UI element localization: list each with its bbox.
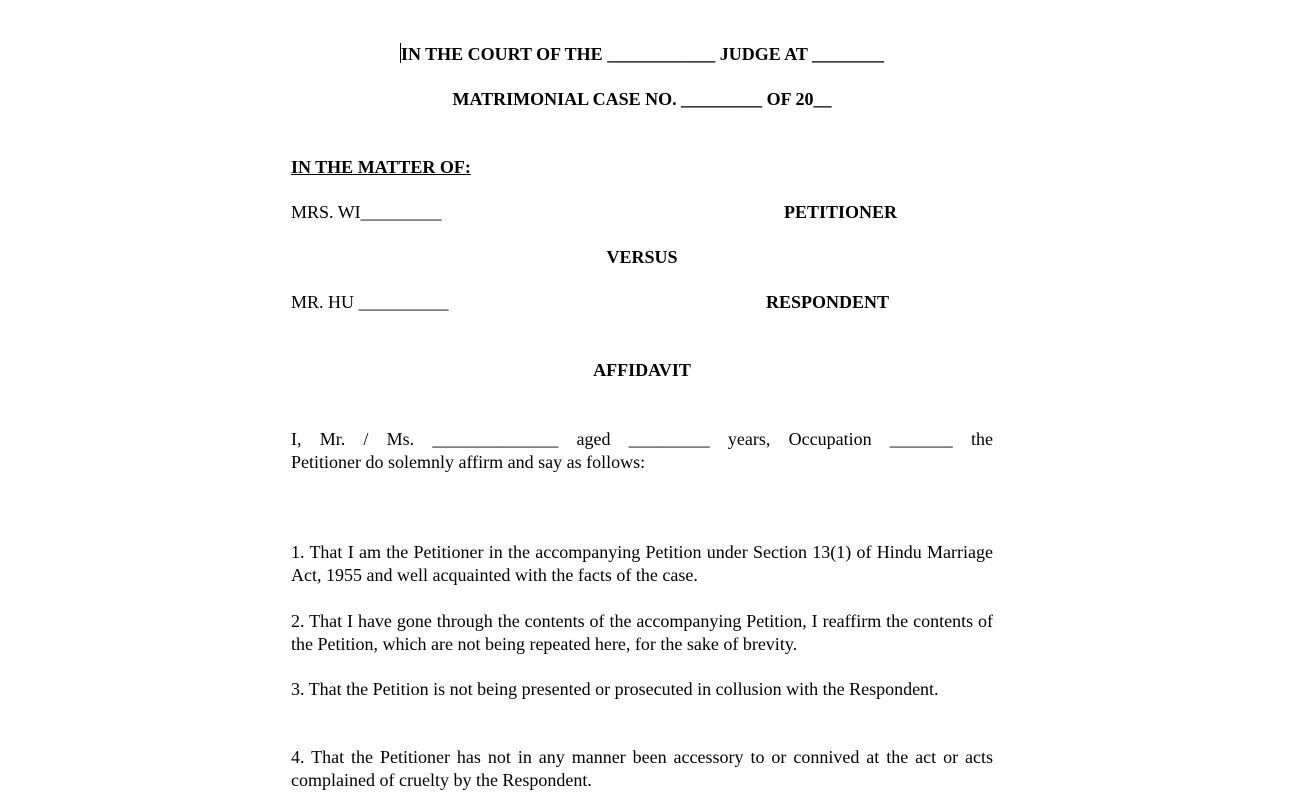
respondent-name: MR. HU __________ [291,292,449,312]
in-the-matter-heading: IN THE MATTER OF: [291,157,471,177]
court-heading: IN THE COURT OF THE ____________ JUDGE AT ________ [400,44,885,64]
respondent-role: RESPONDENT [766,292,890,312]
affidavit-paragraph-4: 4. That the Petitioner has not in any manner been accessory to or connived at the act or acts complained of cruelty by the Respondent. [291,747,993,790]
petitioner-name: MRS. WI_________ [291,202,442,222]
affidavit-paragraph-2: 2. That I have gone through the contents of the accompanying Petition, I reaffirm the contents of the Petition, which are not being repeated here, for the sake of brevity. [291,611,993,654]
affidavit-intro-line-1: I, Mr. / Ms. ______________ aged _________ years, Occupation _______ the [291,429,993,449]
affidavit-paragraph-3: 3. That the Petition is not being presented or prosecuted in collusion with the Respondent. [291,679,939,699]
affidavit-paragraph-1: 1. That I am the Petitioner in the accompanying Petition under Section 13(1) of Hindu Marriage Act, 1955 and well acquainted with the facts of the case. [291,542,993,585]
petitioner-role: PETITIONER [784,202,898,222]
affidavit-intro-line-2: Petitioner do solemnly affirm and say as follows: [291,452,646,472]
case-number-heading: MATRIMONIAL CASE NO. _________ OF 20__ [452,89,832,109]
versus-label: VERSUS [606,247,678,267]
affidavit-title: AFFIDAVIT [593,360,691,380]
